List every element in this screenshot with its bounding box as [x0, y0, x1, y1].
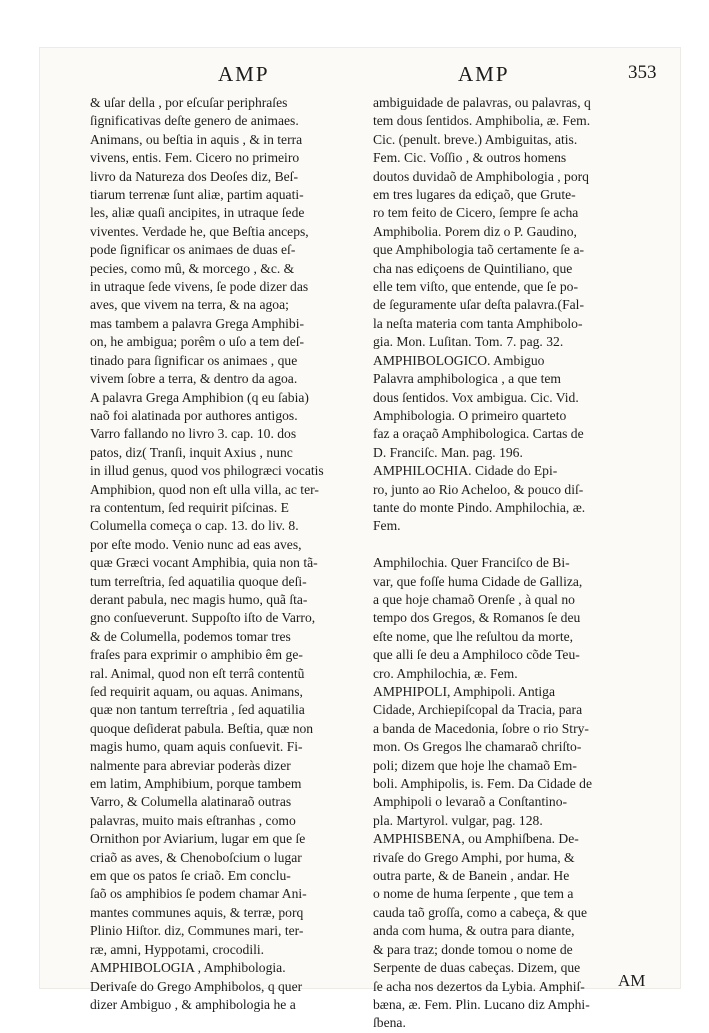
- text-line: tem dous ſentidos. Amphibolia, æ. Fem.: [373, 113, 591, 129]
- text-line: Amphibologia. O primeiro quarteto: [373, 407, 567, 423]
- text-line: la neſta materia com tanta Amphibolo-: [373, 315, 583, 331]
- text-line: em tres lugares da ediçaõ, que Grute-: [373, 187, 576, 203]
- text-line: D. Franciſc. Man. pag. 196.: [373, 444, 523, 460]
- page-number: 353: [628, 62, 657, 83]
- text-line: patos, diz( Tranſi, inquit Axius , nunc: [90, 444, 293, 460]
- text-line: Amphibolia. Porem diz o P. Gaudino,: [373, 223, 577, 239]
- text-line: Plinio Hiſtor. diz, Communes mari, ter-: [90, 923, 304, 939]
- text-line: on, he ambigua; porêm o uſo a tem deſ-: [90, 334, 305, 350]
- text-line: o nome de huma ſerpente , que tem a: [373, 886, 574, 902]
- text-line: Fem.: [373, 518, 401, 534]
- text-line: palavras, muito mais eſtranhas , como: [90, 812, 296, 828]
- text-line: anda com huma, & outra para diante,: [373, 923, 575, 939]
- text-line: ſe acha nos dezertos da Lybia. Amphiſ-: [373, 978, 585, 994]
- text-line: de ſeguramente uſar deſta palavra.(Fal-: [373, 297, 584, 313]
- text-line: tiarum terrenæ ſunt aliæ, partim aquati-: [90, 187, 304, 203]
- text-line: AMPHISBENA, ou Amphiſbena. De-: [373, 831, 579, 847]
- text-line: AMPHIBOLOGIA , Amphibologia.: [90, 960, 286, 976]
- text-line: Cidade, Archiepiſcopal da Tracia, para: [373, 702, 583, 718]
- text-line: outra parte, & de Banein , andar. He: [373, 868, 570, 884]
- catchword: AM: [618, 971, 646, 990]
- text-line: & uſar della , por eſcuſar periphraſes: [90, 95, 288, 110]
- text-line: naõ foi alatinada por authores antigos.: [90, 407, 298, 423]
- text-line: viventes. Verdade he, que Beſtia anceps,: [90, 223, 309, 239]
- text-line: nalmente para abreviar poderàs dizer: [90, 757, 291, 773]
- text-line: ſbena.: [373, 1015, 406, 1031]
- text-line: mantes communes aquis, & terræ, porq: [90, 904, 304, 920]
- right-column: [373, 94, 655, 1033]
- text-line: ro tem feito de Cicero, ſempre ſe acha: [373, 205, 579, 221]
- text-line: cauda taõ groſſa, como a cabeça, & que: [373, 904, 587, 920]
- text-line: in utraque ſede vivens, ſe pode dizer das: [90, 279, 309, 295]
- text-line: Ornithon por Aviarium, lugar em que ſe: [90, 831, 306, 847]
- text-line: mon. Os Gregos lhe chamaraõ chriſto-: [373, 739, 582, 755]
- text-line: & de Columella, podemos tomar tres: [90, 628, 291, 644]
- text-line: faz a oraçaõ Amphibologica. Cartas de: [373, 426, 584, 442]
- text-line: pla. Martyrol. vulgar, pag. 128.: [373, 812, 543, 828]
- text-line: quoque deſiderat pabula. Beſtia, quæ non: [90, 720, 314, 736]
- text-line: Columella começa o cap. 13. do liv. 8.: [90, 518, 299, 534]
- text-line: ra contentum, ſed requirit piſcinas. E: [90, 499, 289, 515]
- text-line: derant pabula, nec magis humo, quã ſta-: [90, 591, 308, 607]
- text-line: Amphilochia. Quer Franciſco de Bi-: [373, 555, 570, 571]
- left-column: [90, 94, 365, 1014]
- text-line: tinado para ſignificar os animaes , que: [90, 352, 298, 368]
- text-line: AMPHILOCHIA. Cidade do Epi-: [373, 463, 558, 479]
- text-line: mas tambem a palavra Grega Amphibi-: [90, 315, 305, 331]
- text-line: Palavra amphibologica , a que tem: [373, 371, 561, 387]
- text-line: por eſte modo. Venio nunc ad eas aves,: [90, 536, 302, 552]
- text-line: em latim, Amphibium, porque tambem: [90, 776, 302, 792]
- text-line: livro da Natureza dos Deoſes diz, Beſ-: [90, 168, 298, 184]
- text-line: rivaſe do Grego Amphi, por huma, &: [373, 849, 575, 865]
- text-line: elle tem viſto, que entende, que ſe po-: [373, 279, 578, 295]
- text-line: quæ Græci vocant Amphibia, quia non tã-: [90, 555, 318, 571]
- text-line: AMPHIBOLOGICO. Ambiguo: [373, 352, 545, 368]
- running-head-right: AMP: [458, 62, 510, 86]
- text-line: ræ, amni, Hyppotami, crocodili.: [90, 941, 265, 957]
- text-line: Derivaſe do Grego Amphibolos, q quer: [90, 978, 303, 994]
- text-line: tempo dos Gregos, & Romanos ſe deu: [373, 610, 581, 626]
- text-line: que Amphibologia taõ certamente ſe a-: [373, 242, 585, 258]
- text-line: cha nas ediçoens de Quintiliano, que: [373, 260, 573, 276]
- text-line: poli; dizem que hoje lhe chamaõ Em-: [373, 757, 577, 773]
- text-line: Cic. (penult. breve.) Ambiguitas, atis.: [373, 131, 578, 147]
- text-line: Fem. Cic. Voſſio , & outros homens: [373, 150, 567, 166]
- text-line: ſignificativas deſte genero de animaes.: [90, 113, 299, 129]
- text-line: a que hoje chamaõ Orenſe , à qual no: [373, 591, 575, 607]
- text-line: doutos duvidaõ de Amphibologia , porq: [373, 168, 589, 184]
- text-line: Amphibion, quod non eſt ulla villa, ac ter-: [90, 481, 319, 497]
- text-line: boli. Amphipolis, is. Fem. Da Cidade de: [373, 776, 592, 792]
- text-line: Animans, ou beſtia in aquis , & in terra: [90, 131, 303, 147]
- text-line: gia. Mon. Luſitan. Tom. 7. pag. 32.: [373, 334, 564, 350]
- text-line: Serpente de duas cabeças. Dizem, que: [373, 960, 581, 976]
- text-line: pode ſignificar os animaes de duas eſ-: [90, 242, 296, 258]
- text-line: pecies, como mû, & morcego , &c. &: [90, 260, 295, 276]
- text-line: cro. Amphilochia, æ. Fem.: [373, 665, 518, 681]
- text-line: les, aliæ quaſi ancipites, in utraque ſede: [90, 205, 305, 221]
- text-line: gno conſueverunt. Suppoſto iſto de Varro,: [90, 610, 316, 626]
- document-page: [40, 48, 680, 1031]
- text-line: ſed requirit aquam, ou aquas. Animans,: [90, 684, 303, 699]
- text-line: criaõ as aves, & Chenoboſcium o lugar: [90, 849, 302, 865]
- text-line: ambiguidade de palavras, ou palavras, q: [373, 95, 591, 110]
- text-line: ſaõ os amphibios ſe podem chamar Ani-: [90, 886, 307, 902]
- text-line: eſte nome, que lhe reſultou da morte,: [373, 628, 574, 644]
- text-line: que alli ſe deu a Amphiloco cõde Teu-: [373, 647, 580, 663]
- text-line: a banda de Macedonia, ſobre o rio Stry-: [373, 720, 589, 736]
- text-line: ro, junto ao Rio Acheloo, & pouco diſ-: [373, 481, 584, 497]
- text-line: dous ſentidos. Vox ambigua. Cic. Vid.: [373, 389, 579, 405]
- text-line: vivens, entis. Fem. Cicero no primeiro: [90, 150, 300, 166]
- text-line: fraſes para exprimir o amphibio êm ge-: [90, 647, 303, 663]
- text-line: Amphipoli o levaraõ a Conſtantino-: [373, 794, 568, 810]
- text-line: quæ non tantum terreſtria , ſed aquatilia: [90, 702, 305, 718]
- text-line: vivem ſobre a terra, & dentro da agoa.: [90, 371, 298, 387]
- text-line: Varro, & Columella alatinaraõ outras: [90, 794, 292, 810]
- text-line: tum terreſtria, ſed aquatilia quoque deſi-: [90, 573, 307, 589]
- text-line: magis humo, quam aquis conſuevit. Fi-: [90, 739, 303, 755]
- text-line: in illud genus, quod vos philogræci vocatis: [90, 463, 324, 479]
- text-line: em que os patos ſe criaõ. Em conclu-: [90, 868, 291, 884]
- text-line: ral. Animal, quod non eſt terrâ contentũ: [90, 665, 305, 681]
- text-line: [373, 536, 655, 554]
- text-line: AMPHIPOLI, Amphipoli. Antiga: [373, 684, 556, 699]
- text-line: var, que foſſe huma Cidade de Galliza,: [373, 573, 583, 589]
- text-line: bæna, æ. Fem. Plin. Lucano diz Amphi-: [373, 996, 590, 1012]
- text-line: tante do monte Pindo. Amphilochia, æ.: [373, 499, 586, 515]
- text-line: & para traz; donde tomou o nome de: [373, 941, 573, 957]
- text-line: Varro fallando no livro 3. cap. 10. dos: [90, 426, 297, 442]
- running-head-left: AMP: [218, 62, 270, 86]
- text-line: dizer Ambiguo , & amphibologia he a: [90, 996, 296, 1012]
- text-line: aves, que vivem na terra, & na agoa;: [90, 297, 289, 313]
- text-line: A palavra Grega Amphibion (q eu ſabia): [90, 389, 309, 405]
